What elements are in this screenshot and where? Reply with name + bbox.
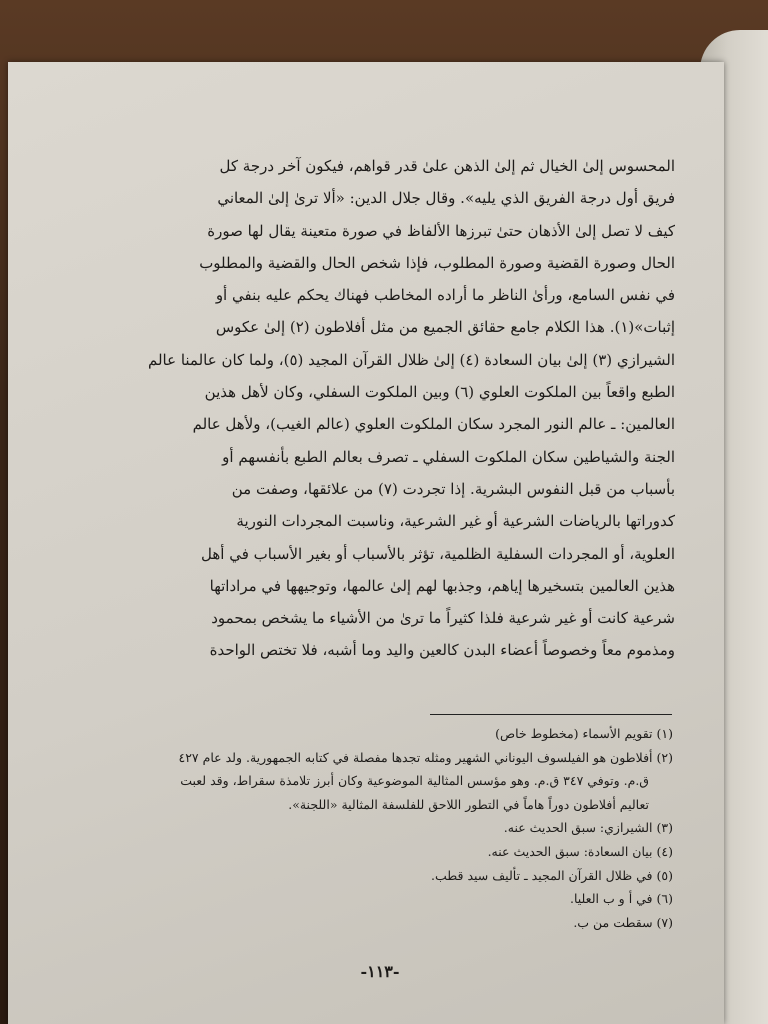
text-line: الشيرازي (٣) إلىٰ بيان السعادة (٤) إلىٰ ظلال القرآن المجيد (٥)، ولما كان عالمنا عالم [147, 350, 675, 369]
text-line: الحال وصورة القضية وصورة المطلوب، فإذا شخص الحال والقضية والمطلوب [199, 253, 675, 272]
text-line: العالمين: ـ عالم النور المجرد سكان الملكوت العلوي (عالم الغيب)، ولأهل عالم [192, 415, 675, 434]
text-line: المحسوس إلىٰ الخيال ثم إلىٰ الذهن علىٰ قدر قواهم، فيكون آخر درجة كل [219, 157, 675, 175]
text-line: في نفس السامع، ورأىٰ الناظر ما أراده المخاطب فهناك يحكم عليه بنفي أو [215, 286, 675, 305]
text-line: إثبات»(١). هذا الكلام جامع حقائق الجميع من مثل أفلاطون (٢) إلىٰ عكوس [215, 318, 675, 337]
text-line: العلوية، أو المجردات السفلية الظلمية، تؤثر بالأسباب أو بغير الأسباب في أهل [201, 544, 675, 563]
footnote-2: (٢) أفلاطون هو الفيلسوف اليوناني الشهير ومثله تجدها مفصلة في كتابه الجمهورية. ولد عام ٤٢٧ [178, 749, 673, 765]
text-line: فريق أول درجة الفريق الذي يليه». وقال جلال الدين: «ألا ترىٰ إلىٰ المعاني [217, 189, 675, 208]
footnotes-block [120, 722, 673, 934]
main-text-block [120, 150, 675, 667]
footnote-6: (٦) في أ و ب العليا. [569, 891, 673, 907]
text-line: شرعية كانت أو غير شرعية فلذا كثيراً ما ترىٰ من الأشياء ما يشخص بمحمود [211, 609, 675, 628]
text-line: هذين العالمين بتسخيرها إياهم، وجذبها لهم إلىٰ عالمها، وتوجيهها في مراداتها [209, 576, 675, 595]
text-line: كدوراتها بالرياضات الشرعية أو غير الشرعية، وناسبت المجردات النورية [236, 512, 675, 531]
footnote-5: (٥) في ظلال القرآن المجيد ـ تأليف سيد قطب. [431, 867, 673, 883]
footnote-divider [430, 714, 672, 715]
text-line: بأسباب من قبل النفوس البشرية. إذا تجردت (٧) من علائقها، وصفت من [231, 479, 675, 498]
page-number: -١١٣- [360, 962, 400, 981]
footnote-2-continued: ق.م. وتوفي ٣٤٧ ق.م. وهو مؤسس المثالية الموضوعية وكان أبرز تلامذة سقراط، وقد لعبت [180, 773, 649, 789]
text-line: الجنة والشياطين سكان الملكوت السفلي ـ تصرف بعالم الطبع بأنفسهم أو [222, 447, 675, 466]
text-line: كيف لا تصل إلىٰ الأذهان حتىٰ تبرزها الألفاظ في صورة متعينة يقال لها صورة [207, 221, 675, 240]
text-line: الطبع واقعاً بين الملكوت العلوي (٦) وبين الملكوت السفلي، وكان لأهل هذين [204, 383, 675, 402]
footnote-7: (٧) سقطت من ب. [573, 914, 673, 930]
footnote-4: (٤) بيان السعادة: سبق الحديث عنه. [487, 843, 673, 859]
footnote-2-continued: تعاليم أفلاطون دوراً هاماً في التطور اللاحق للفلسفة المثالية «اللجنة». [288, 796, 649, 812]
footnote-3: (٣) الشيرازي: سبق الحديث عنه. [503, 820, 673, 836]
text-line: ومذموم معاً وخصوصاً أعضاء البدن كالعين واليد وما أشبه، فلا تختص الواحدة [209, 641, 675, 660]
footnote-1: (١) تقويم الأسماء (مخطوط خاص) [495, 726, 673, 741]
